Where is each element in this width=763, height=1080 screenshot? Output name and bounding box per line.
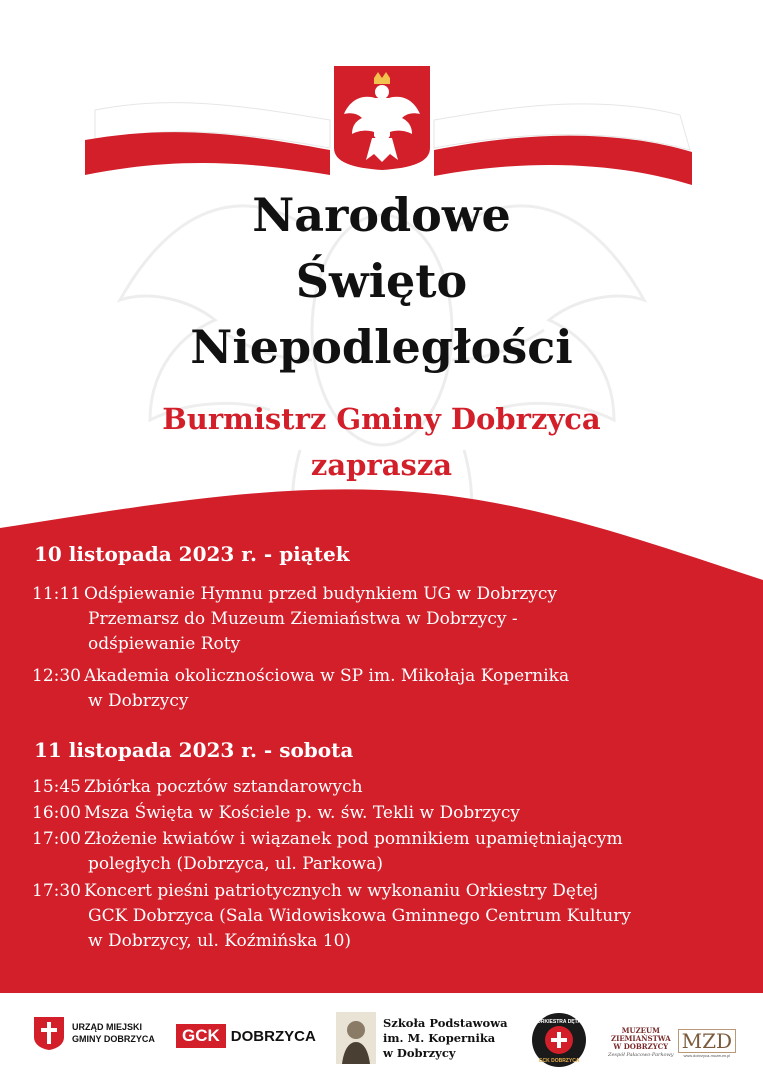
event-text: Koncert pieśni patriotycznych w wykonaniu Orkiestry Dętej <box>84 881 599 901</box>
event-text-cont: poległych (Dobrzyca, ul. Parkowa) <box>88 854 384 874</box>
event-1700 <box>32 827 623 877</box>
logo4-bottom: GCK DOBRZYCA <box>538 1058 580 1064</box>
orchestra-badge-icon <box>531 1012 587 1068</box>
logo3-line1: Szkoła Podstawowa <box>383 1015 508 1030</box>
day-heading-nov-11: 11 listopada 2023 r. - sobota <box>34 738 354 762</box>
event-1600 <box>32 801 520 826</box>
gck-text: DOBRZYCA <box>230 1027 316 1045</box>
logo3-line2: im. M. Kopernika <box>383 1030 496 1045</box>
logo4-top: ORKIESTRA DĘTA <box>537 1019 581 1025</box>
subtitle-invites: zaprasza <box>310 448 453 482</box>
logo5-line2: ZIEMIAŃSTWA <box>610 1034 671 1043</box>
logo5-line1: MUZEUM <box>621 1026 660 1035</box>
copernicus-portrait-icon <box>336 1012 376 1064</box>
logo-muzeum <box>608 1027 736 1059</box>
event-1111 <box>32 582 557 657</box>
event-1230 <box>32 664 569 714</box>
logo1-line2: GMINY DOBRZYCA <box>72 1034 155 1044</box>
event-text: Odśpiewanie Hymnu przed budynkiem UG w Dobrzycy <box>84 584 558 604</box>
event-text: Akademia okolicznościowa w SP im. Mikołaja Kopernika <box>84 666 570 686</box>
logo1-line1: URZĄD MIEJSKI <box>72 1022 143 1032</box>
event-time: 17:00 <box>32 829 81 849</box>
event-time: 16:00 <box>32 803 81 823</box>
event-text: Zbiórka pocztów sztandarowych <box>84 777 363 797</box>
day-heading-nov-10: 10 listopada 2023 r. - piątek <box>34 542 350 566</box>
mzd-url: www.dobrzyca-muzeum.pl <box>683 1052 731 1058</box>
logo5-line3: W DOBRZYCY <box>613 1042 669 1051</box>
logo-gck <box>176 1024 316 1048</box>
event-time: 17:30 <box>32 881 81 901</box>
event-text: Msza Święta w Kościele p. w. św. Tekli w Dobrzycy <box>84 803 521 823</box>
logo-urzad-miejski <box>32 1015 155 1051</box>
title-line-1: Narodowe <box>252 188 511 242</box>
event-1730 <box>32 879 631 954</box>
event-1545 <box>32 775 363 800</box>
title-line-2: Święto <box>295 254 468 308</box>
logo-orkiestra <box>531 1012 587 1068</box>
event-time: 15:45 <box>32 777 81 797</box>
event-text-cont: odśpiewanie Roty <box>88 634 241 654</box>
logo3-line3: w Dobrzycy <box>383 1045 456 1060</box>
logo5-line4: Zespół Pałacowo-Parkowy <box>608 1052 674 1058</box>
event-text-cont: GCK Dobrzyca (Sala Widowiskowa Gminnego Centrum Kultury <box>88 906 631 926</box>
polish-eagle-crest <box>332 64 432 172</box>
event-time: 12:30 <box>32 666 81 686</box>
title-line-3: Niepodległości <box>190 320 573 374</box>
event-text-cont: w Dobrzycy <box>88 691 189 711</box>
gck-mark: GCK <box>176 1024 226 1048</box>
event-time: 11:11 <box>32 584 81 604</box>
event-text: Złożenie kwiatów i wiązanek pod pomnikiem upamiętniającym <box>84 829 623 849</box>
event-text-cont: w Dobrzycy, ul. Koźmińska 10) <box>88 931 352 951</box>
logo-szkola-podstawowa <box>336 1012 508 1064</box>
subtitle-organizer: Burmistrz Gminy Dobrzyca <box>162 402 601 436</box>
event-text-cont: Przemarsz do Muzeum Ziemiaństwa w Dobrzycy - <box>88 609 518 629</box>
shield-cross-icon <box>32 1015 66 1051</box>
mzd-mark: MZD <box>678 1029 736 1053</box>
